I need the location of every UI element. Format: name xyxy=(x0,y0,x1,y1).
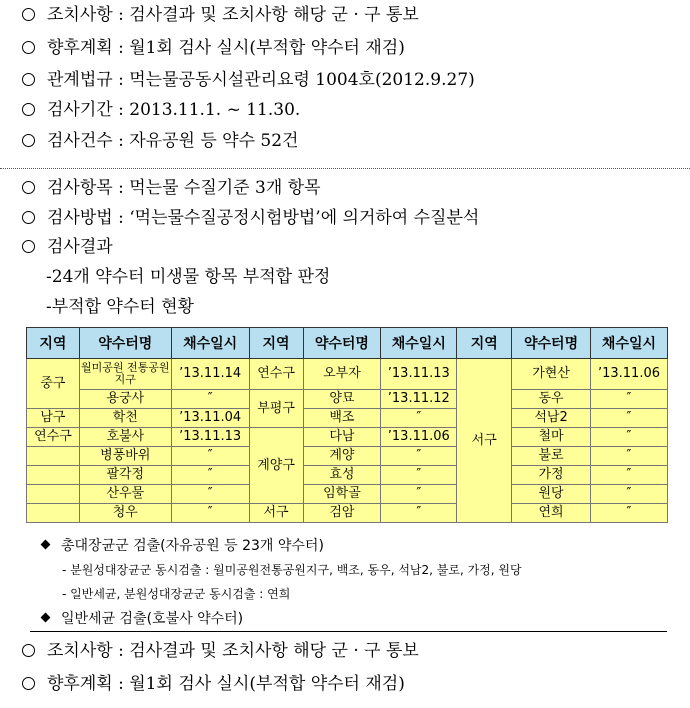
note-line xyxy=(0,535,324,555)
bullet-line: 조치사항 : 검사결과 및 조치사항 해당 군 · 구 통보 xyxy=(0,640,419,662)
note-subline xyxy=(62,585,290,602)
region-cell xyxy=(27,485,80,504)
date-cell: ″ xyxy=(381,485,457,504)
table-header: 채수일시 xyxy=(590,328,667,359)
spring-name-cell: 효성 xyxy=(303,466,381,485)
result-item: -부적합 약수터 현황 xyxy=(46,297,194,317)
date-cell: ″ xyxy=(590,466,667,485)
region-cell xyxy=(27,447,80,466)
table-row xyxy=(27,504,668,523)
table-row xyxy=(27,466,668,485)
spring-name-cell: 가정 xyxy=(512,466,591,485)
bullet-label: 조치사항 xyxy=(47,641,113,661)
spring-name-cell: 계양 xyxy=(303,447,381,466)
bullet-value: 검사결과 및 조치사항 해당 군 · 구 통보 xyxy=(129,641,419,661)
bullet-label: 관계법규 xyxy=(47,70,113,90)
result-item-text: 24개 약수터 미생물 항목 부적합 판정 xyxy=(51,267,331,287)
date-cell: ″ xyxy=(590,485,667,504)
note-subtext: - 분원성대장균군 동시검출 : 월미공원전통공원지구, 백조, 동우, 석남2, 불로, 가정, 원당 xyxy=(62,563,522,577)
spring-name-cell: 불로 xyxy=(512,447,591,466)
bullet-label: 향후계획 xyxy=(47,674,113,694)
date-cell: ″ xyxy=(590,504,667,523)
spring-name-cell: 학천 xyxy=(79,409,171,428)
unsuitable-spring-table xyxy=(26,327,668,523)
bullet-line: 향후계획 : 월1회 검사 실시(부적합 약수터 재검) xyxy=(0,673,405,695)
spring-name-cell: 오부자 xyxy=(303,359,381,390)
date-cell: ″ xyxy=(590,390,667,409)
spring-name-cell: 용궁사 xyxy=(79,390,171,409)
bullet-value: 월1회 검사 실시(부적합 약수터 재검) xyxy=(129,674,405,694)
bullet-label: 검사기간 xyxy=(47,100,113,120)
table-header: 약수터명 xyxy=(512,328,591,359)
date-cell: ’13.11.06 xyxy=(590,359,667,390)
table-row xyxy=(27,428,668,447)
date-cell: ’13.11.14 xyxy=(171,359,249,390)
date-cell: ″ xyxy=(171,504,249,523)
table-header: 지역 xyxy=(249,328,303,359)
note-text: 총대장균군 검출(자유공원 등 23개 약수터) xyxy=(61,538,324,554)
bullet-label: 검사건수 xyxy=(47,131,113,151)
diamond-bullet-icon xyxy=(41,540,51,550)
date-cell: ’13.11.06 xyxy=(381,428,457,447)
date-cell: ″ xyxy=(381,409,457,428)
date-cell: ’13.11.04 xyxy=(171,409,249,428)
spring-name-cell: 석남2 xyxy=(512,409,591,428)
date-cell: ″ xyxy=(590,447,667,466)
bullet-line: 향후계획 : 월1회 검사 실시(부적합 약수터 재검) xyxy=(0,37,405,59)
region-cell: 남구 xyxy=(27,409,80,428)
date-cell: ″ xyxy=(171,390,249,409)
spring-name-cell: 임학골 xyxy=(303,485,381,504)
spring-name-cell: 철마 xyxy=(512,428,591,447)
table-row xyxy=(27,409,668,428)
spring-name-cell: 양묘 xyxy=(303,390,381,409)
circle-bullet-icon xyxy=(22,8,35,21)
bullet-label: 향후계획 xyxy=(47,38,113,58)
table-header: 약수터명 xyxy=(303,328,381,359)
bullet-label: 검사항목 xyxy=(47,178,113,198)
circle-bullet-icon xyxy=(22,240,35,253)
bullet-line: 검사기간 : 2013.11.1. ~ 11.30. xyxy=(0,99,300,121)
bullet-line: 관계법규 : 먹는물공동시설관리요령 1004호(2012.9.27) xyxy=(0,69,475,91)
table-row xyxy=(27,485,668,504)
bullet-line: 검사방법 : ‘먹는물수질공정시험방법’에 의거하여 수질분석 xyxy=(0,207,479,229)
bullet-line: 검사항목 : 먹는물 수질기준 3개 항목 xyxy=(0,177,321,199)
table-row xyxy=(27,359,668,390)
date-cell: ’13.11.13 xyxy=(381,359,457,390)
note-subline xyxy=(62,561,522,578)
circle-bullet-icon xyxy=(22,211,35,224)
note-subtext: - 일반세균, 분원성대장균군 동시검출 : 연희 xyxy=(62,587,291,601)
solid-divider xyxy=(30,631,667,632)
spring-name-cell: 산우물 xyxy=(79,485,171,504)
spring-name-cell: 검암 xyxy=(303,504,381,523)
region-cell: 계양구 xyxy=(249,428,303,504)
bullet-label: 조치사항 xyxy=(47,5,113,25)
region-cell: 서구 xyxy=(457,359,512,523)
bullet-line: 검사건수 : 자유공원 등 약수 52건 xyxy=(0,130,298,152)
region-cell: 서구 xyxy=(249,504,303,523)
date-cell: ″ xyxy=(381,447,457,466)
dotted-divider xyxy=(0,168,690,169)
bullet-value: 먹는물 수질기준 3개 항목 xyxy=(129,178,321,198)
spring-name-cell: 호불사 xyxy=(79,428,171,447)
region-cell: 중구 xyxy=(27,359,80,409)
spring-name-cell: 가현산 xyxy=(512,359,591,390)
spring-name-cell: 백조 xyxy=(303,409,381,428)
bullet-value: ‘먹는물수질공정시험방법’에 의거하여 수질분석 xyxy=(129,208,480,228)
circle-bullet-icon xyxy=(22,644,35,657)
circle-bullet-icon xyxy=(22,103,35,116)
bullet-line: 조치사항 : 검사결과 및 조치사항 해당 군 · 구 통보 xyxy=(0,4,419,26)
spring-name-cell: 월미공원 전통공원지구 xyxy=(79,359,171,390)
date-cell: ″ xyxy=(171,466,249,485)
spring-name-cell: 연희 xyxy=(512,504,591,523)
date-cell: ″ xyxy=(381,504,457,523)
note-text: 일반세균 검출(호불사 약수터) xyxy=(61,611,244,627)
spring-name-cell: 병풍바위 xyxy=(79,447,171,466)
date-cell: ″ xyxy=(381,466,457,485)
circle-bullet-icon xyxy=(22,677,35,690)
result-item: -24개 약수터 미생물 항목 부적합 판정 xyxy=(46,267,331,287)
circle-bullet-icon xyxy=(22,73,35,86)
date-cell: ’13.11.12 xyxy=(381,390,457,409)
table-header: 채수일시 xyxy=(381,328,457,359)
spring-name-cell: 팔각정 xyxy=(79,466,171,485)
table-header-row xyxy=(27,328,668,359)
note-line xyxy=(0,608,243,628)
bullet-value: 검사결과 및 조치사항 해당 군 · 구 통보 xyxy=(129,5,419,25)
circle-bullet-icon xyxy=(22,181,35,194)
region-cell: 부평구 xyxy=(249,390,303,428)
bullet-value: 자유공원 등 약수 52건 xyxy=(129,131,299,151)
date-cell: ″ xyxy=(171,447,249,466)
bullet-label: 검사방법 xyxy=(47,208,113,228)
spring-name-cell: 다남 xyxy=(303,428,381,447)
date-cell: ’13.11.13 xyxy=(171,428,249,447)
bullet-value: 월1회 검사 실시(부적합 약수터 재검) xyxy=(129,38,405,58)
diamond-bullet-icon xyxy=(41,613,51,623)
table-header: 지역 xyxy=(457,328,512,359)
table-header: 약수터명 xyxy=(79,328,171,359)
table-row xyxy=(27,447,668,466)
circle-bullet-icon xyxy=(22,41,35,54)
date-cell: ″ xyxy=(171,485,249,504)
region-cell: 연수구 xyxy=(27,428,80,447)
date-cell: ″ xyxy=(590,428,667,447)
spring-name-cell: 원당 xyxy=(512,485,591,504)
result-item-text: 부적합 약수터 현황 xyxy=(51,297,194,317)
bullet-label: 검사결과 xyxy=(47,237,113,257)
table-header: 지역 xyxy=(27,328,80,359)
bullet-line xyxy=(0,236,113,258)
spring-name-cell: 동우 xyxy=(512,390,591,409)
circle-bullet-icon xyxy=(22,134,35,147)
spring-name-cell: 청우 xyxy=(79,504,171,523)
region-cell xyxy=(27,466,80,485)
table-row xyxy=(27,390,668,409)
date-cell: ″ xyxy=(590,409,667,428)
table-header: 채수일시 xyxy=(171,328,249,359)
bullet-value: 먹는물공동시설관리요령 1004호(2012.9.27) xyxy=(129,70,475,90)
region-cell xyxy=(27,504,80,523)
bullet-value: 2013.11.1. ~ 11.30. xyxy=(129,100,301,120)
region-cell: 연수구 xyxy=(249,359,303,390)
